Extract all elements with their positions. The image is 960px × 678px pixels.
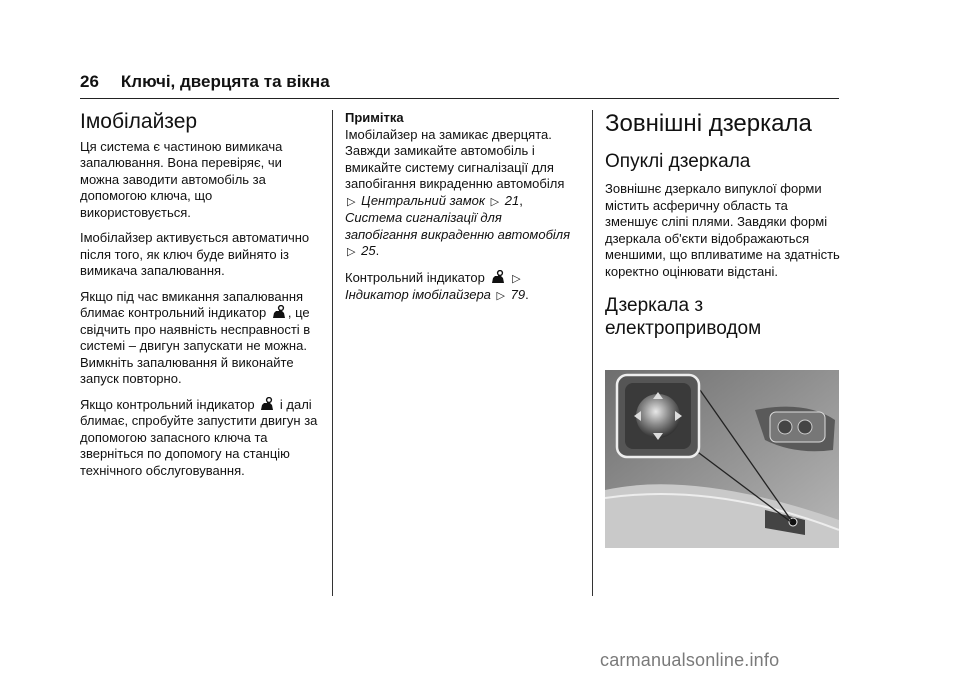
text: Імобілайзер на замикає дверцята. Завжди замикайте автомобіль і вмикайте систему сигналізації для запобігання викраденню автомобіля [345,126,565,191]
page-header [80,72,330,92]
paragraph: Імобілайзер активується автоматично після того, як ключ буде вийнято із вимикача запалювання. [80,230,310,278]
ref-immobilizer-indicator-link[interactable]: Індикатор імобілайзера [345,287,491,302]
ref-central-lock-link[interactable]: Центральний замок [361,192,486,208]
text: Контрольний індикатор [345,269,485,285]
paragraph: Ця система є частиною вимикача запалювання. Вона перевіряє, чи можна заводити автомобіль за допомогою ключа, що використовується. [80,138,283,220]
header-rule [80,98,839,99]
ref-page: 25 [361,243,376,258]
column-middle [345,110,577,314]
paragraph [80,397,320,480]
text: і далі блимає, спробуйте запустити двигун за допомогою запасного ключа та зверніться по допомогу на станцію технічного обслуговування. [80,396,318,478]
paragraph [80,289,320,388]
chapter-heading: Зовнішні дзеркала [605,110,812,137]
immobilizer-indicator-icon [272,305,286,319]
column-divider [332,110,333,596]
ref-page: 79 [510,287,526,302]
header-title: Ключі, дверцята та вікна [120,72,330,91]
paragraph: Зовнішнє дзеркало випуклої форми містить асферичну область та зменшує сліпі плями. Завдяки формі дзеркала об'єкти відображаються меншими, що впливатиме на здатність коректно оцінювати відстані. [605,181,840,279]
immobilizer-indicator-icon [491,270,505,284]
section-heading-immobilizer: Імобілайзер [80,110,198,133]
text: Якщо під час вмикання запалювання блимає контрольний індикатор [80,288,304,320]
reference-arrow-icon: ▷ [347,246,356,258]
ref-page: 21 [504,192,520,208]
column-left [80,110,320,488]
reference-arrow-icon: ▷ [512,272,521,285]
text: Якщо контрольний індикатор [80,396,255,412]
column-divider [592,110,593,596]
text: , це свідчить про наявність несправності в системі – двигун запускати не можна. Вимкніть запалювання й виконайте запуск повторно. [80,305,311,386]
note-title: Примітка [345,110,404,125]
ref-alarm-system-link[interactable]: Система сигналізації для запобігання викраденню автомобіля [345,210,571,242]
indicator-reference: Контрольний індикатор ▷ Індикатор імобілайзера ▷ 79. [345,270,577,305]
reference-arrow-icon: ▷ [347,195,356,208]
door-panel-image [605,370,839,548]
subheading-convex-mirrors: Опуклі дзеркала [605,151,751,172]
mirror-switch-illustration [605,370,839,548]
page-number: 26 [80,72,99,91]
watermark: carmanualsonline.info [600,650,780,670]
reference-arrow-icon: ▷ [496,290,506,302]
immobilizer-indicator-icon [260,397,274,411]
reference-arrow-icon: ▷ [490,195,500,208]
note-text: Імобілайзер на замикає дверцята. Завжди замикайте автомобіль і вмикайте систему сигналізації для запобігання викраденню автомобіля ▷ Центральний замок ▷ 21, Система сигналізації для запобігання викраденню автомобіля ▷ 25. [345,127,577,261]
subheading-power-mirrors: Дзеркала з електроприводом [605,295,762,339]
column-right [605,110,841,348]
